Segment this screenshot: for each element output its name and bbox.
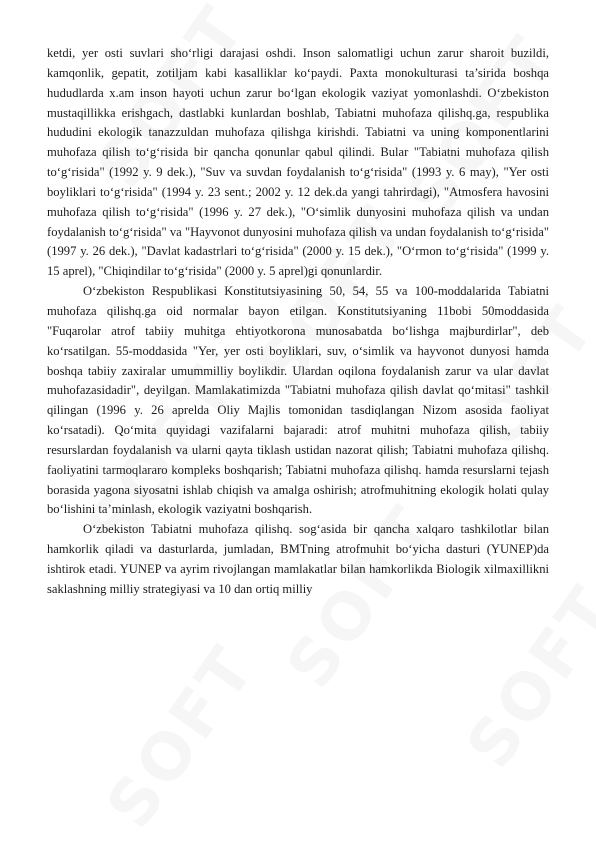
paragraph-continuation: ketdi, yer osti suvlari sho‘rligi darajasi oshdi. Inson salomatligi uchun zarur sharoit buzildi, kamqonlik, gepatit, zotiljam kabi kasalliklar ko‘paydi. Paxta monokulturasi ta’sirida boshqa hududlarda x.am inson hayoti uchun zarur bo‘lgan ekologik vaziyat yomonlashdi. O‘zbekiston mustaqillikka erishgach, dastlabki kunlardan boshlab, Tabiatni muhofaza qilishq.ga, respublika hududini ekologik tanazzuldan muhofaza qilishga kirishdi. Tabiatni va uning komponentlarini muhofaza qilish to‘g‘risida bir qancha qonunlar qabul qilindi. Bular "Tabiatni muhofaza qilish to‘g‘risida" (1992 y. 9 dek.), "Suv va suvdan foydalanish to‘g‘risida" (1993 y. 6 may), "Yer osti boyliklari to‘g‘risida" (1994 y. 23 sent.; 2002 y. 12 dek.da yangi tahrirdagi), "Atmosfera havosini muhofaza qilish to‘g‘risida" (1996 y. 27 dek.), "O‘simlik dunyosini muhofaza qilish va undan foydalanish to‘g‘risida" va "Hayvonot dunyosini muhofaza qilish va undan foydalanish to‘g‘risida" (1997 y. 26 dek.), "Davlat kadastrlari to‘g‘risida" (2000 y. 15 dek.), "O‘rmon to‘g‘risida" (1999 y. 15 aprel), "Chiqindilar to‘g‘risida" (2000 y. 5 aprel)gi qonunlardir. (47, 46, 549, 279)
body-text (47, 44, 549, 600)
watermark (453, 572, 596, 781)
paragraph-international: O‘zbekiston Tabiatni muhofaza qilishq. sog‘asida bir qancha xalqaro tashkilotlar bilan hamkorlik qiladi va dasturlarda, jumladan, BMTning atrofmuhit bo‘yicha dasturi (YUNEP)da ishtirok etadi. YUNEP va ayrim rivojlangan mamlakatlar bilan hamkorlikda Biologik xilmaxillikni saklashning milliy strategiyasi va 10 dan ortiq milliy (47, 522, 549, 596)
watermark (93, 632, 271, 841)
paragraph-constitution: O‘zbekiston Respublikasi Konstitutsiyasining 50, 54, 55 va 100-moddalarida Tabiatni muhofaza qilishq.ga oid normalar bayon etilgan. Konstitutsiyaning 11bobi 50moddasida "Fuqarolar atrof tabiiy muhitga ehtiyotkorona munosabatda bo‘lishga majburdirlar", deb ko‘rsatilgan. 55-moddasida "Yer, yer osti boyliklari, suv, o‘simlik va hayvonot dunyosi hamda boshqa tabiiy zaxiralar umummilliy boylikdir. Ulardan oqilona foydalanish zarur va ular davlat muhofazasidadir", deyilgan. Mamlakatimizda "Tabiatni muhofaza qilish davlat qo‘mitasi" tashkil qilingan (1996 y. 26 aprelda Oliy Majlis tomonidan tasdiqlangan Nizom asosida faoliyat ko‘rsatadi). Qo‘mita quyidagi vazifalarni bajaradi: atrof muhitni muhofaza qilish, tabiiy resurslardan foydalanish va ularni qayta tiklash ustidan nazorat qilish; Tabiatni muhofaza qilishq. faoliyatini tarmoqlararo kompleks boshqarish; Tabiatni muhofaza qilishq. hamda resurslarni tejash borasida yagona siyosatni ishlab chiqish va amalga oshirish; atrofmuhitning ekologik holati qulay bo‘lishini ta’minlash, ekologik vaziyatni boshqarish. (47, 284, 549, 517)
